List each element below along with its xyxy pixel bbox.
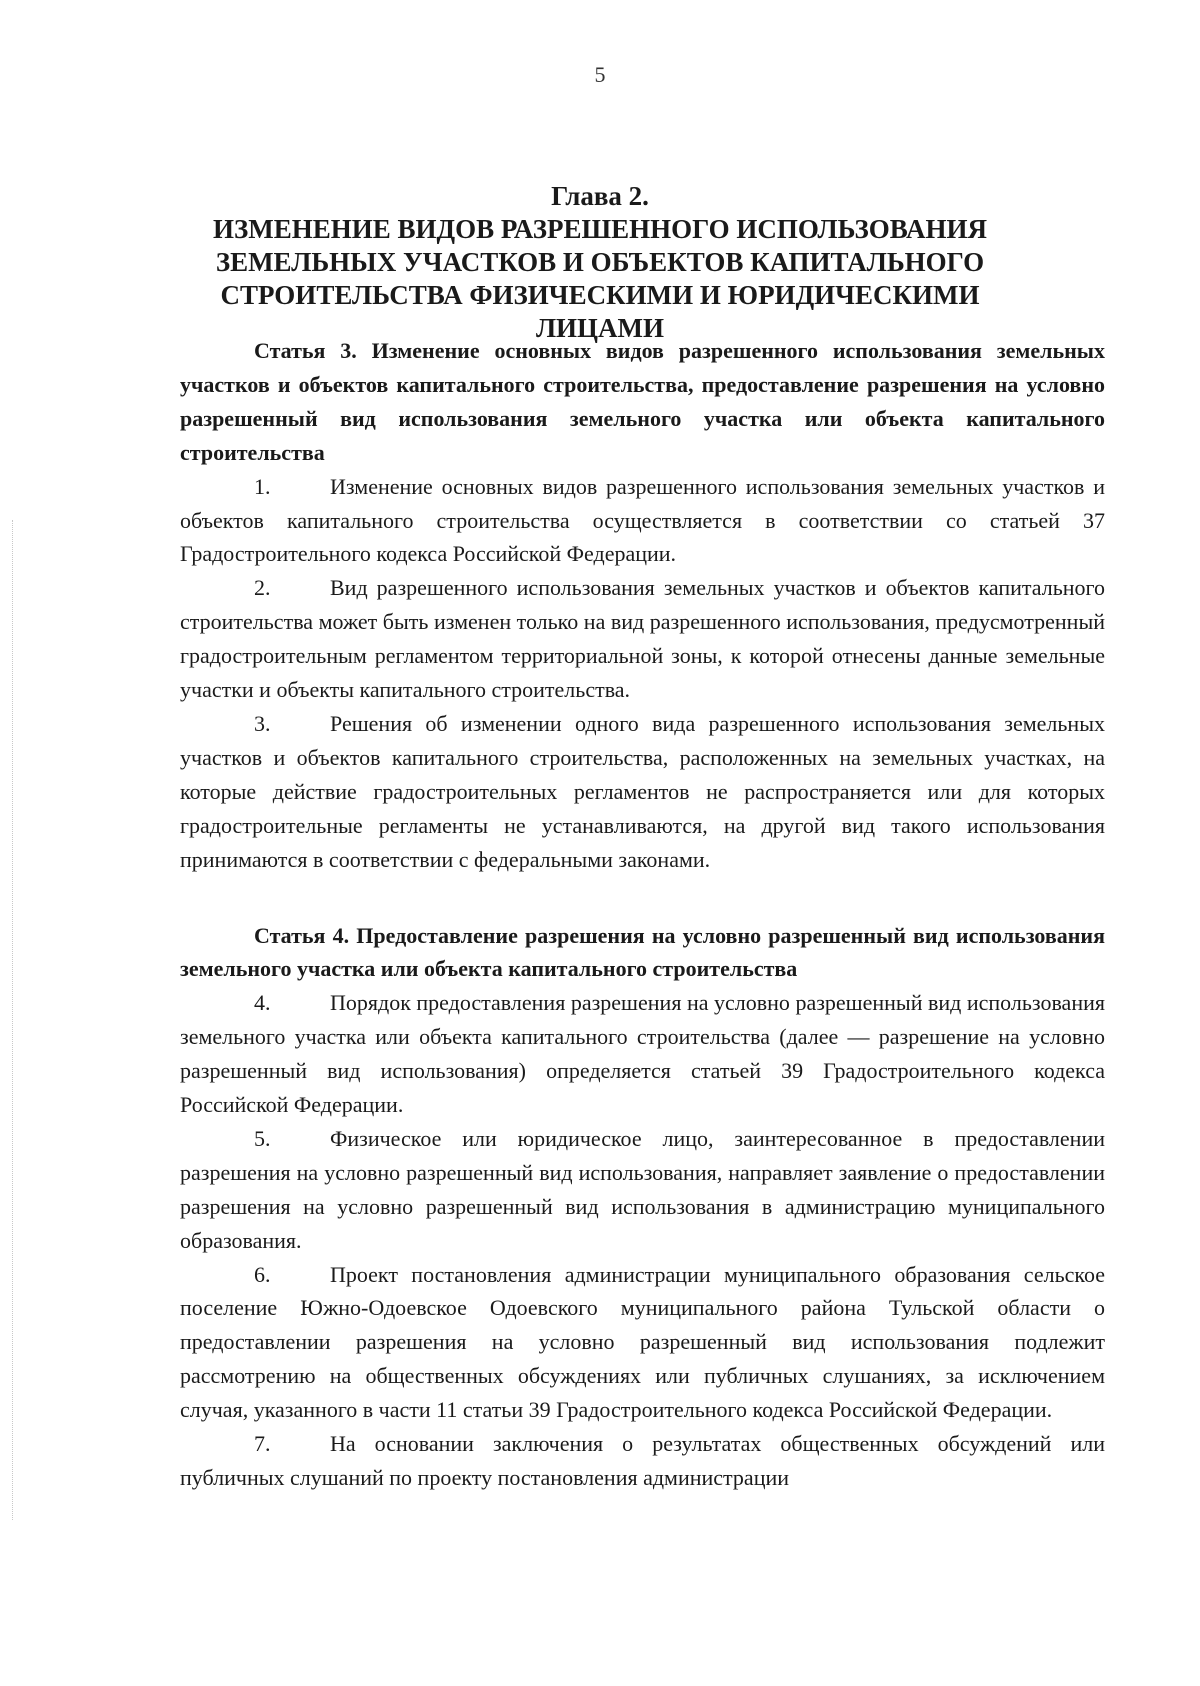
page-number: 5 (594, 62, 606, 87)
paragraph-number: 1. (254, 473, 271, 499)
chapter-title-line: ЗЕМЕЛЬНЫХ УЧАСТКОВ И ОБЪЕКТОВ КАПИТАЛЬНОГО (215, 247, 985, 277)
paragraph-number: 4. (254, 990, 271, 1016)
chapter-heading (160, 180, 1040, 345)
article-spacer (180, 877, 1105, 919)
paragraph (180, 1122, 1105, 1258)
paragraph-text: Проект постановления администрации муниципального образования сельское поселение Южно-Одоевское Одоевского муниципального района Тульской области о предоставлении разрешения на условно разрешенный вид использования подлежит рассмотрению на общественных обсуждениях или публичных слушаниях, за исключением случая, указанного в части 11 статьи 39 Градостроительного кодекса Российской Федерации. (180, 1261, 1105, 1423)
paragraph-text: На основании заключения о результатах общественных обсуждений или публичных слушаний по проекту постановления администрации (180, 1431, 1105, 1490)
paragraph (180, 986, 1105, 1122)
paragraph-text: Изменение основных видов разрешенного использования земельных участков и объектов капитального строительства осуществляется в соответствии со статьей 37 Градостроительного кодекса Российской Федерации. (180, 473, 1105, 567)
paragraph (180, 571, 1105, 707)
scan-margin-artifact (12, 520, 15, 1520)
paragraph (180, 1258, 1105, 1428)
article-3-title: Статья 3. Изменение основных видов разрешенного использования земельных участков и объектов капитального строительства, предоставление разрешения на условно разрешенный вид использования земельного участка или объекта капитального строительства (180, 338, 1105, 465)
paragraph-number: 2. (254, 575, 271, 601)
chapter-title-line: ИЗМЕНЕНИЕ ВИДОВ РАЗРЕШЕННОГО ИСПОЛЬЗОВАНИЯ (212, 214, 988, 244)
paragraph-text: Физическое или юридическое лицо, заинтересованное в предоставлении разрешения на условно разрешенный вид использования, направляет заявление о предоставлении разрешения на условно разрешенный вид использования в администрацию муниципального образования. (180, 1125, 1105, 1253)
paragraph (180, 1427, 1105, 1495)
paragraph (180, 470, 1105, 572)
paragraph-text: Вид разрешенного использования земельных участков и объектов капитального строительства может быть изменен только на вид разрешенного использования, предусмотренный градостроительным регламентом территориальной зоны, к которой отнесены данные земельные участки и объекты капитального строительства. (180, 575, 1105, 703)
chapter-title-line: СТРОИТЕЛЬСТВА ФИЗИЧЕСКИМИ И ЮРИДИЧЕСКИМИ ЛИЦАМИ (220, 280, 980, 343)
article-4-title: Статья 4. Предоставление разрешения на условно разрешенный вид использования земельного участка или объекта капитального строительства (180, 922, 1105, 982)
paragraph-number: 3. (254, 710, 271, 736)
paragraph (180, 707, 1105, 877)
chapter-number: Глава 2. (551, 181, 649, 211)
paragraph-number: 6. (254, 1261, 271, 1287)
paragraph-number: 5. (254, 1125, 271, 1151)
document-body (180, 334, 1105, 1495)
paragraph-number: 7. (254, 1431, 271, 1457)
paragraph-text: Решения об изменении одного вида разрешенного использования земельных участков и объектов капитального строительства, расположенных на земельных участках, на которые действие градостроительных регламентов не распространяется или для которых градостроительные регламенты не устанавливаются, на другой вид такого использования принимаются в соответствии с федеральными законами. (180, 710, 1105, 872)
paragraph-text: Порядок предоставления разрешения на условно разрешенный вид использования земельного участка или объекта капитального строительства (далее — разрешение на условно разрешенный вид использования) определяется статьей 39 Градостроительного кодекса Российской Федерации. (180, 990, 1105, 1118)
